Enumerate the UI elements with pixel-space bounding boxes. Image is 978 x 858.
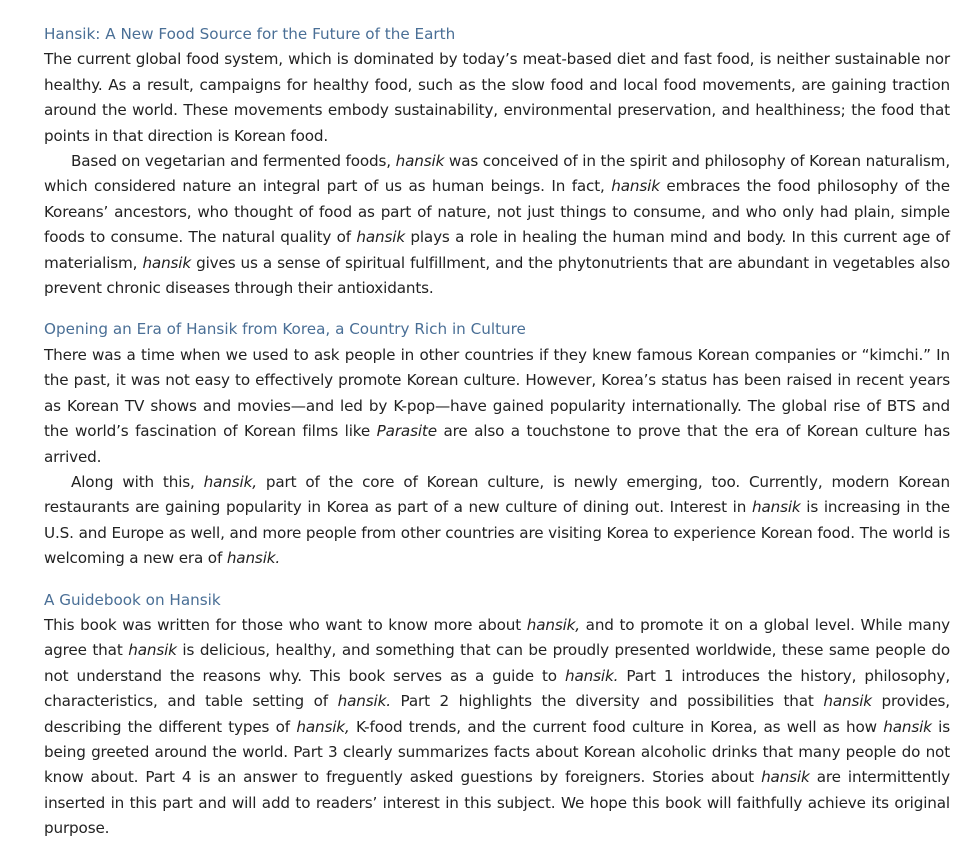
emphasis-text: hansik — [761, 768, 810, 787]
text-run: was conceived of in the spirit and philosophy of Korean naturalism, which considered nature an integral part of us as human beings. In fact, — [44, 152, 951, 196]
emphasis-text: hansik — [823, 692, 872, 711]
text-run: There was a time when we used to ask people in other countries if they knew famous Korean companies or “kimchi.” In the past, it was not easy to effectively promote Korean culture. However, Korea’s status has been raised in recent years as Korean TV shows and movies—and led by K-pop—have gained popularity internationally. The global rise of BTS and the world’s fascination of Korean films like — [44, 345, 950, 441]
emphasis-text: hansik, — [203, 472, 257, 491]
emphasis-text: hansik — [883, 717, 932, 736]
paragraph — [44, 613, 950, 842]
text-run: and to promote it on a global level. While many agree that — [44, 615, 951, 660]
paragraph — [44, 470, 950, 572]
emphasis-text: hansik. — [565, 666, 619, 685]
emphasis-text: Parasite — [376, 422, 437, 441]
emphasis-text: hansik — [128, 641, 177, 660]
paragraph — [44, 343, 950, 470]
section-guidebook-on-hansik — [44, 588, 950, 842]
text-run: embraces the food philosophy of the Koreans’ ancestors, who thought of food as part of nature, not just things to consume, and who only had plain, simple foods to consume. The natural quality of — [44, 177, 950, 247]
emphasis-text: hansik, — [296, 717, 350, 736]
section-hansik-new-food-source — [44, 22, 950, 301]
section-title: A Guidebook on Hansik — [44, 590, 221, 609]
text-run: are also a touchstone to prove that the era of Korean culture has arrived. — [44, 422, 950, 466]
text-run: are intermittently inserted in this part and will add to readers’ interest in this subject. We hope this book will faithfully achieve its original purpose. — [44, 768, 950, 838]
text-run: part of the core of Korean culture, is newly emerging, too. Currently, modern Korean restaurants are gaining popularity in Korea as part of a new culture of dining out. Interest in — [44, 472, 950, 517]
emphasis-text: hansik — [751, 498, 801, 517]
emphasis-text: hansik, — [526, 615, 580, 634]
text-run: plays a role in healing the human mind and body. In this current age of materialism, — [44, 228, 950, 272]
paragraph — [44, 47, 950, 149]
text-run: is delicious, healthy, and something that can be proudly presented worldwide, these same people do not understand the reasons why. This book serves as a guide to — [44, 641, 950, 685]
text-run: The current global food system, which is dominated by today’s meat-based diet and fast food, is neither sustainable nor healthy. As a result, campaigns for healthy food, such as the slow food and local food movements, are gaining traction around the world. These movements embody sustainability, environmental preservation, and healthiness; the food that points in that direction is Korean food. — [44, 50, 950, 145]
emphasis-text: hansik — [395, 152, 445, 171]
emphasis-text: hansik — [611, 177, 660, 196]
section-title: Hansik: A New Food Source for the Future of the Earth — [44, 25, 456, 43]
section-title: Opening an Era of Hansik from Korea, a Country Rich in Culture — [44, 320, 526, 339]
section-era-of-hansik — [44, 317, 950, 571]
text-run: Based on vegetarian and fermented foods, — [71, 152, 396, 171]
emphasis-text: hansik — [356, 228, 405, 247]
emphasis-text: hansik. — [337, 692, 391, 711]
text-run: provides, describing the different types of — [44, 692, 950, 736]
emphasis-text: hansik — [142, 253, 192, 272]
text-run: Along with this, — [71, 472, 204, 491]
text-run: Part 1 introduces the history, philosophy, characteristics, and table setting of — [44, 666, 950, 711]
text-run: K-food trends, and the current food culture in Korea, as well as how — [349, 717, 884, 736]
emphasis-text: hansik. — [226, 549, 281, 568]
text-run: is being greeted around the world. Part 3 clearly summarizes facts about Korean alcoholic drinks that many people do not know about. Part 4 is an answer to freguently asked guestions by foreigners. Stories about — [44, 717, 951, 787]
text-run: gives us a sense of spiritual fulfillment, and the phytonutrients that are abundant in vegetables also prevent chronic diseases through their antioxidants. — [44, 253, 950, 298]
paragraph — [44, 149, 950, 301]
document-body — [44, 22, 950, 858]
text-run: This book was written for those who want to know more about — [44, 615, 527, 634]
text-run: Part 2 highlights the diversity and possibilities that — [390, 692, 824, 711]
text-run: is increasing in the U.S. and Europe as well, and more people from other countries are visiting Korea to experience Korean food. The world is welcoming a new era of — [44, 498, 950, 568]
